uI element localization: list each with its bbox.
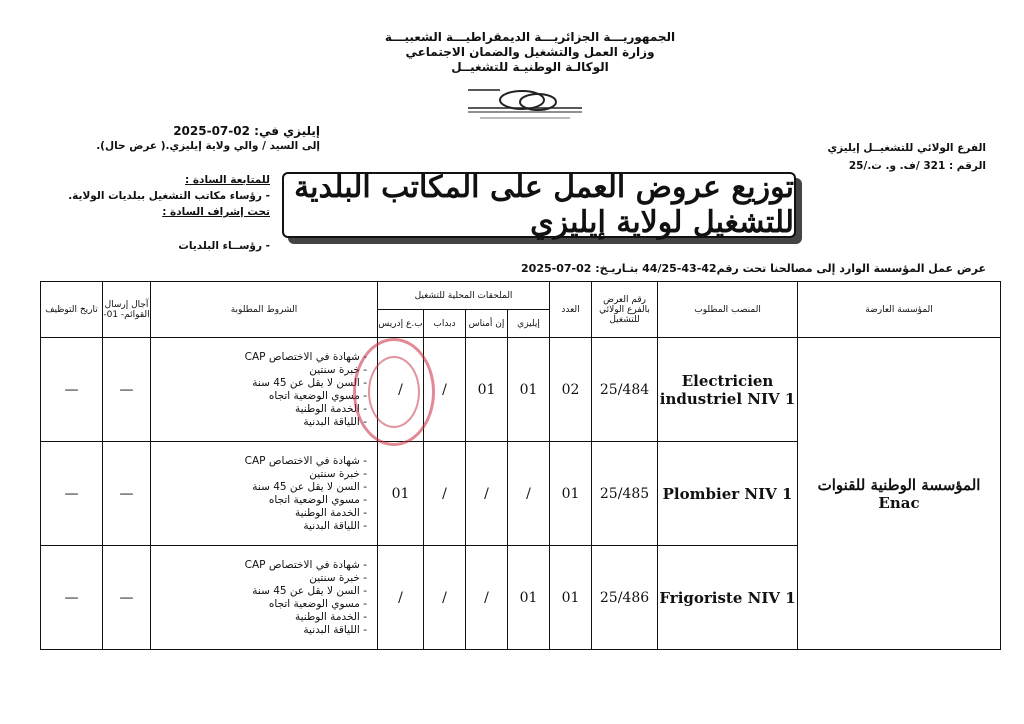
position-cell: Electricien industriel NIV 1 [658, 338, 798, 442]
condition-item: - مسوي الوضعية اتجاه [151, 390, 367, 403]
agency-line: الوكالـة الوطنيـة للتشغيــل [451, 60, 609, 74]
followup-label: للمتابعة السادة : [185, 174, 270, 186]
condition-item: - الخدمة الوطنية [151, 403, 367, 416]
position-cell: Frigoriste NIV 1 [658, 546, 798, 650]
condition-item: - شهادة في الاختصاص CAP [151, 351, 367, 364]
offer-number-header: رقم العرض بالفرع الولائي للتشغيل [592, 282, 658, 338]
position-cell: Plombier NIV 1 [658, 442, 798, 546]
document-title: توزيع عروض العمل على المكاتب البلدية للتشغيل لولاية إيليزي [282, 172, 796, 238]
organization-header: المؤسسة العارضة [798, 282, 1001, 338]
condition-item: - السن لا يقل عن 45 سنة [151, 481, 367, 494]
condition-item: - اللياقة البدنية [151, 624, 367, 637]
reference-number: الرقم : 321 /ف. و. ت./25 [848, 160, 986, 172]
condition-item: - الخدمة الوطنية [151, 611, 367, 624]
deadline-cell: — [103, 442, 151, 546]
annex-bbi-header: ب.ع إدريس [378, 310, 424, 338]
annex-debdeb-cell: / [424, 338, 466, 442]
followup-item: - رؤساء مكاتب التشغيل ببلديات الولاية. [68, 190, 270, 202]
organization-cell [798, 338, 1001, 650]
conditions-cell [151, 546, 378, 650]
annex-bbi-cell: 01 [378, 442, 424, 546]
condition-item: - الخدمة الوطنية [151, 507, 367, 520]
offer-number-cell: 25/485 [592, 442, 658, 546]
condition-item: - شهادة في الاختصاص CAP [151, 559, 367, 572]
recipient-line: إلى السيد / والي ولاية إيليزي.( عرض حال). [96, 140, 320, 152]
condition-item: - مسوي الوضعية اتجاه [151, 598, 367, 611]
letter-date: إيليزي في: 02-07-2025 [173, 124, 320, 138]
deadline-cell: — [103, 546, 151, 650]
condition-item: - شهادة في الاختصاص CAP [151, 455, 367, 468]
position-header: المنصب المطلوب [658, 282, 798, 338]
offer-number-cell: 25/484 [592, 338, 658, 442]
deadline-cell: — [103, 338, 151, 442]
annex-debdeb-cell: / [424, 546, 466, 650]
job-offers-table [40, 281, 1001, 650]
count-cell: 02 [550, 338, 592, 442]
condition-item: - مسوي الوضعية اتجاه [151, 494, 367, 507]
condition-item: - اللياقة البدنية [151, 520, 367, 533]
condition-item: - السن لا يقل عن 45 سنة [151, 585, 367, 598]
annex-bbi-cell: / [378, 338, 424, 442]
condition-item: - اللياقة البدنية [151, 416, 367, 429]
agency-logo-icon [460, 84, 590, 124]
annex-illizi-cell: 01 [508, 546, 550, 650]
annexes-header: الملحقات المحلية للتشغيل [378, 282, 550, 310]
annex-in-amenas-cell: / [466, 546, 508, 650]
conditions-cell [151, 442, 378, 546]
intro-line: عرض عمل المؤسسة الوارد إلى مصالحنا تحت رقم42-43-44/25 بتـاريـخ: 02-07-2025 [521, 262, 986, 275]
count-cell: 01 [550, 546, 592, 650]
branch-name: الفرع الولائي للتشغيــل إيليزي [827, 142, 986, 154]
annex-debdeb-cell: / [424, 442, 466, 546]
condition-item: - خبرة سنتين [151, 364, 367, 377]
annex-bbi-cell: / [378, 546, 424, 650]
count-header: العدد [550, 282, 592, 338]
annex-illizi-header: إيليزي [508, 310, 550, 338]
hire-date-cell: — [41, 442, 103, 546]
condition-item: - السن لا يقل عن 45 سنة [151, 377, 367, 390]
conditions-header: الشروط المطلوبة [151, 282, 378, 338]
supervision-item: - رؤســاء البلديات [178, 240, 270, 252]
organization-code: Enac [878, 493, 920, 512]
count-cell: 01 [550, 442, 592, 546]
supervision-label: تحت إشراف السادة : [162, 206, 270, 218]
annex-illizi-cell: / [508, 442, 550, 546]
hire-date-cell: — [41, 338, 103, 442]
annex-debdeb-header: دبداب [424, 310, 466, 338]
hire-date-cell: — [41, 546, 103, 650]
condition-item: - خبرة سنتين [151, 468, 367, 481]
organization-name: المؤسسة الوطنية للقنوات [817, 475, 981, 494]
conditions-cell [151, 338, 378, 442]
condition-item: - خبرة سنتين [151, 572, 367, 585]
table-row [41, 338, 1001, 442]
hire-date-header: تاريخ التوظيف [41, 282, 103, 338]
republic-line: الجمهوريـــة الجزائريـــة الديمقراطيـــة الشعبيـــة [384, 30, 676, 44]
annex-illizi-cell: 01 [508, 338, 550, 442]
annex-in-amenas-cell: / [466, 442, 508, 546]
annex-in-amenas-header: إن أمناس [466, 310, 508, 338]
deadline-header: آجال إرسال القوائم- 01- [103, 282, 151, 338]
stamp-inner-ring-icon [368, 356, 420, 428]
offer-number-cell: 25/486 [592, 546, 658, 650]
annex-in-amenas-cell: 01 [466, 338, 508, 442]
ministry-line: وزارة العمل والتشغيل والضمان الاجتماعي [405, 45, 655, 59]
